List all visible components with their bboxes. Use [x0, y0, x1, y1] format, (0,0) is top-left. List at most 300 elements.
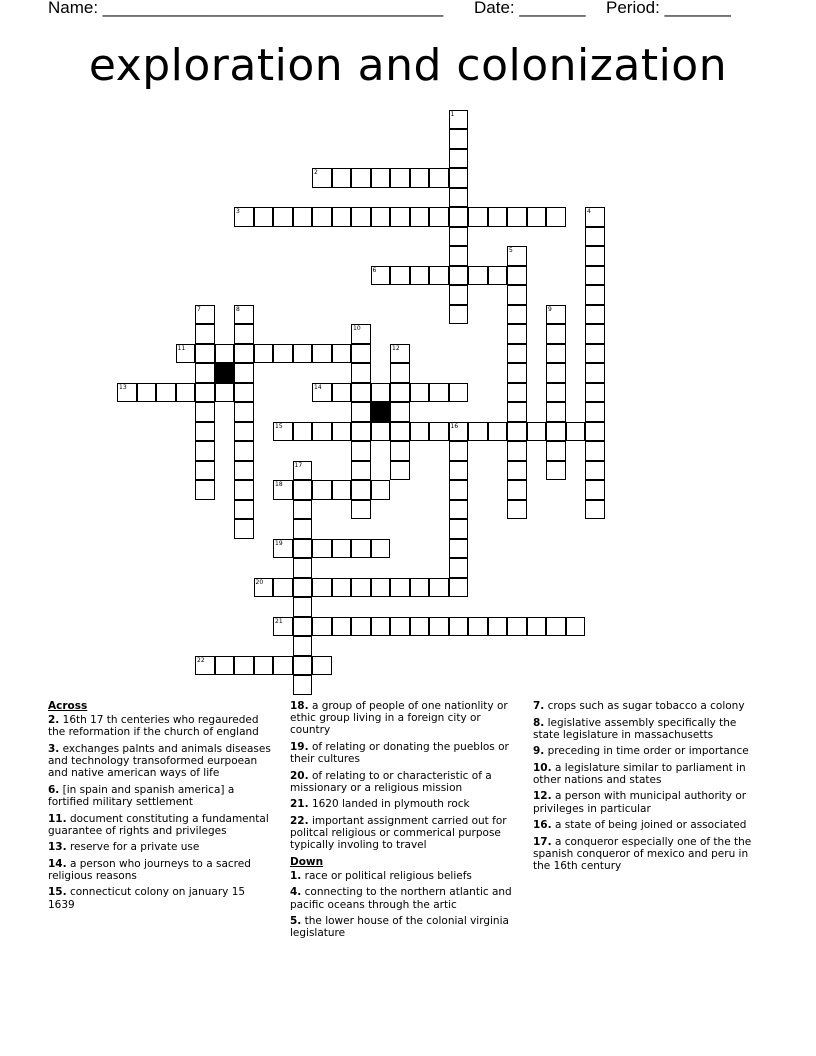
grid-cell[interactable] [293, 207, 313, 227]
clue-item [290, 886, 518, 910]
grid-cell[interactable] [546, 324, 566, 344]
grid-cell[interactable] [234, 500, 254, 520]
grid-cell[interactable] [449, 441, 469, 461]
grid-cell[interactable] [410, 266, 430, 286]
grid-cell[interactable] [215, 344, 235, 364]
date-field[interactable]: Date: _______ [474, 0, 586, 17]
clue-text: 16th 17 th centeries who regaureded the reformation if the church of england [48, 714, 259, 739]
grid-cell[interactable] [546, 422, 566, 442]
clue-number: 4 [587, 208, 591, 215]
grid-cell[interactable] [507, 363, 527, 383]
grid-cell[interactable] [449, 305, 469, 325]
grid-cell[interactable] [351, 441, 371, 461]
grid-cell[interactable] [449, 500, 469, 520]
grid-cell[interactable] [195, 461, 215, 481]
clue-number-label: 17. [533, 835, 552, 848]
grid-cell[interactable] [488, 207, 508, 227]
grid-cell[interactable] [546, 617, 566, 637]
clue-item [533, 700, 758, 712]
grid-cell[interactable] [585, 285, 605, 305]
clue-text: of relating to or characteristic of a missionary or a religious mission [290, 769, 492, 794]
grid-cell[interactable] [254, 656, 274, 676]
grid-cell[interactable] [566, 617, 586, 637]
grid-cell[interactable] [390, 266, 410, 286]
clue-number-label: 5. [290, 915, 302, 928]
grid-cell[interactable] [449, 461, 469, 481]
clue-number-label: 4. [290, 886, 302, 899]
clue-item [48, 743, 273, 780]
grid-cell[interactable] [390, 344, 410, 364]
grid-cell[interactable] [468, 422, 488, 442]
grid-cell[interactable] [585, 227, 605, 247]
clue-number-label: 18. [290, 700, 309, 712]
clue-number: 14 [314, 383, 322, 391]
grid-cell[interactable] [585, 422, 605, 442]
grid-cell[interactable] [410, 383, 430, 403]
clue-number-label: 9. [533, 745, 545, 758]
grid-cell[interactable] [449, 480, 469, 500]
page-title: exploration and colonization [88, 40, 728, 91]
grid-cell[interactable] [332, 617, 352, 637]
grid-cell[interactable] [449, 168, 469, 188]
grid-cell[interactable] [429, 383, 449, 403]
grid-cell[interactable] [332, 207, 352, 227]
grid-cell[interactable] [449, 149, 469, 169]
grid-cell[interactable] [507, 207, 527, 227]
clue-item [533, 790, 758, 814]
clue-text: preceding in time order or importance [544, 745, 749, 758]
clue-number-label: 15. [48, 886, 67, 899]
grid-cell[interactable] [254, 578, 274, 598]
clue-item [48, 858, 273, 882]
clue-number-label: 1. [290, 869, 302, 882]
grid-cell[interactable] [546, 305, 566, 325]
clue-item [290, 915, 518, 939]
clue-item [48, 886, 273, 910]
grid-cell[interactable] [215, 383, 235, 403]
grid-cell[interactable] [351, 207, 371, 227]
grid-cell[interactable] [390, 207, 410, 227]
clue-text: connecting to the northern atlantic and pacific oceans through the artic [290, 886, 512, 911]
grid-cell[interactable] [390, 441, 410, 461]
clue-number: 13 [119, 383, 127, 391]
clue-item [533, 836, 758, 873]
grid-cell[interactable] [234, 402, 254, 422]
grid-cell[interactable] [351, 402, 371, 422]
grid-cell[interactable] [507, 324, 527, 344]
grid-cell[interactable] [273, 539, 293, 559]
grid-cell[interactable] [156, 383, 176, 403]
clue-number: 3 [236, 208, 240, 215]
clue-item [533, 819, 758, 831]
grid-cell[interactable] [390, 578, 410, 598]
period-field[interactable]: Period: _______ [606, 0, 731, 17]
grid-cell[interactable] [234, 422, 254, 442]
grid-cell[interactable] [293, 461, 313, 481]
grid-cell[interactable] [234, 305, 254, 325]
grid-cell[interactable] [195, 441, 215, 461]
grid-cell[interactable] [585, 305, 605, 325]
grid-cell[interactable] [546, 344, 566, 364]
grid-cell[interactable] [410, 422, 430, 442]
grid-cell[interactable] [585, 383, 605, 403]
grid-cell[interactable] [312, 539, 332, 559]
clue-number-label: 12. [533, 790, 552, 803]
clue-number-label: 16. [533, 819, 552, 832]
grid-cell[interactable] [293, 578, 313, 598]
clue-number: 20 [255, 578, 264, 586]
grid-cell[interactable] [449, 266, 469, 286]
grid-cell[interactable] [449, 188, 469, 208]
clue-item [290, 700, 518, 737]
clue-number: 8 [236, 305, 240, 313]
grid-cell[interactable] [546, 441, 566, 461]
grid-cell[interactable] [507, 441, 527, 461]
grid-cell[interactable] [488, 266, 508, 286]
clue-number: 7 [197, 305, 201, 313]
grid-cell[interactable] [566, 422, 586, 442]
grid-cell[interactable] [468, 266, 488, 286]
grid-cell[interactable] [429, 266, 449, 286]
grid-cell[interactable] [429, 617, 449, 637]
grid-cell[interactable] [293, 344, 313, 364]
clue-number-label: 3. [48, 742, 60, 755]
grid-cell[interactable] [351, 324, 371, 344]
grid-cell[interactable] [312, 578, 332, 598]
clue-number: 19 [275, 539, 283, 547]
grid-cell[interactable] [195, 480, 215, 500]
grid-cell[interactable] [195, 305, 215, 325]
grid-cell[interactable] [449, 558, 469, 578]
grid-cell[interactable] [332, 480, 352, 500]
clue-number-label: 10. [533, 761, 552, 774]
clue-number-label: 2. [48, 714, 60, 727]
grid-cell[interactable] [507, 305, 527, 325]
grid-cell[interactable] [312, 168, 332, 188]
grid-cell[interactable] [195, 363, 215, 383]
down-heading: Down [290, 855, 324, 868]
clue-number: 10 [353, 325, 361, 332]
grid-cell[interactable] [332, 422, 352, 442]
grid-cell[interactable] [390, 422, 410, 442]
grid-cell[interactable] [234, 363, 254, 383]
grid-cell[interactable] [234, 344, 254, 364]
clue-number: 12 [392, 344, 400, 352]
grid-cell[interactable] [429, 168, 449, 188]
clue-item [290, 770, 518, 794]
clue-text: a group of people of one nationlity or ethic group living in a foreign city or country [290, 700, 508, 737]
grid-cell[interactable] [468, 617, 488, 637]
grid-cell[interactable] [234, 480, 254, 500]
clue-number: 16 [450, 422, 459, 430]
clue-text: reserve for a private use [66, 841, 200, 854]
clue-item [48, 841, 273, 853]
grid-cell[interactable] [449, 578, 469, 598]
grid-cell[interactable] [351, 363, 371, 383]
grid-cell[interactable] [351, 461, 371, 481]
grid-cell[interactable] [371, 168, 391, 188]
clue-number-label: 11. [48, 812, 67, 825]
grid-cell[interactable] [351, 578, 371, 598]
grid-cell[interactable] [371, 422, 391, 442]
across-heading: Across [48, 700, 88, 712]
clue-number-label: 21. [290, 798, 309, 811]
grid-cell[interactable] [273, 422, 293, 442]
clue-number: 2 [314, 169, 318, 176]
clue-text: document constituting a fundamental guarantee of rights and privileges [48, 812, 269, 837]
grid-cell[interactable] [507, 285, 527, 305]
clue-text: a conqueror especially one of the the spanish conqueror of mexico and peru in the 16th century [533, 835, 752, 873]
clue-number: 17 [294, 461, 303, 469]
grid-cell[interactable] [332, 344, 352, 364]
grid-cell[interactable] [507, 383, 527, 403]
clue-number-label: 6. [48, 783, 60, 796]
clues-column-1 [48, 700, 273, 915]
clue-item [533, 745, 758, 757]
grid-cell[interactable] [195, 383, 215, 403]
grid-cell[interactable] [273, 480, 293, 500]
black-square [215, 363, 235, 383]
grid-cell[interactable] [429, 422, 449, 442]
grid-cell[interactable] [390, 402, 410, 422]
clue-text: [in spain and spanish america] a fortified military settlement [48, 783, 235, 809]
grid-cell[interactable] [468, 207, 488, 227]
grid-cell[interactable] [293, 656, 313, 676]
grid-cell[interactable] [351, 168, 371, 188]
grid-cell[interactable] [507, 344, 527, 364]
grid-cell[interactable] [293, 597, 313, 617]
grid-cell[interactable] [312, 617, 332, 637]
grid-cell[interactable] [234, 656, 254, 676]
clue-text: 1620 landed in plymouth rock [308, 798, 470, 811]
grid-cell[interactable] [371, 539, 391, 559]
grid-cell[interactable] [234, 324, 254, 344]
grid-cell[interactable] [449, 246, 469, 266]
grid-cell[interactable] [312, 480, 332, 500]
clue-text: crops such as sugar tobacco a colony [544, 700, 745, 712]
grid-cell[interactable] [234, 207, 254, 227]
grid-cell[interactable] [254, 207, 274, 227]
grid-cell[interactable] [195, 344, 215, 364]
grid-cell[interactable] [585, 441, 605, 461]
clue-item [48, 784, 273, 808]
grid-cell[interactable] [546, 383, 566, 403]
grid-cell[interactable] [410, 617, 430, 637]
clue-text: legislative assembly specifically the state legislature in massachusetts [533, 716, 737, 741]
clue-text: of relating or donating the pueblos or their cultures [290, 740, 509, 766]
grid-cell[interactable] [390, 383, 410, 403]
grid-cell[interactable] [449, 110, 469, 130]
clue-item [533, 717, 758, 741]
grid-cell[interactable] [507, 617, 527, 637]
clue-number: 5 [509, 247, 513, 254]
grid-cell[interactable] [449, 539, 469, 559]
grid-cell[interactable] [585, 402, 605, 422]
grid-cell[interactable] [488, 617, 508, 637]
clue-item [290, 815, 518, 852]
grid-cell[interactable] [546, 207, 566, 227]
grid-cell[interactable] [273, 207, 293, 227]
grid-cell[interactable] [293, 636, 313, 656]
grid-cell[interactable] [371, 578, 391, 598]
clue-number: 1 [450, 110, 455, 118]
clue-text: a person who journeys to a sacred religious reasons [48, 857, 251, 882]
clue-number-label: 8. [533, 716, 545, 729]
grid-cell[interactable] [254, 344, 274, 364]
grid-cell[interactable] [410, 578, 430, 598]
grid-cell[interactable] [585, 246, 605, 266]
grid-cell[interactable] [371, 266, 391, 286]
grid-cell[interactable] [585, 207, 605, 227]
clue-number: 9 [548, 305, 552, 313]
grid-cell[interactable] [527, 617, 547, 637]
grid-cell[interactable] [273, 617, 293, 637]
grid-cell[interactable] [176, 383, 196, 403]
grid-cell[interactable] [293, 617, 313, 637]
grid-cell[interactable] [585, 500, 605, 520]
grid-cell[interactable] [371, 480, 391, 500]
grid-cell[interactable] [390, 461, 410, 481]
grid-cell[interactable] [585, 480, 605, 500]
grid-cell[interactable] [312, 656, 332, 676]
clue-text: important assignment carried out for politcal religious or commerical purpose typically involing to travel [290, 814, 507, 852]
grid-cell[interactable] [390, 363, 410, 383]
grid-cell[interactable] [546, 363, 566, 383]
grid-cell[interactable] [371, 617, 391, 637]
grid-cell[interactable] [293, 500, 313, 520]
grid-cell[interactable] [234, 383, 254, 403]
grid-cell[interactable] [507, 266, 527, 286]
grid-cell[interactable] [293, 558, 313, 578]
grid-cell[interactable] [585, 324, 605, 344]
grid-cell[interactable] [351, 383, 371, 403]
grid-cell[interactable] [507, 422, 527, 442]
grid-cell[interactable] [546, 402, 566, 422]
grid-cell[interactable] [410, 168, 430, 188]
grid-cell[interactable] [429, 578, 449, 598]
grid-cell[interactable] [293, 675, 313, 695]
clues-column-2 [290, 700, 518, 944]
grid-cell[interactable] [449, 285, 469, 305]
grid-cell[interactable] [449, 207, 469, 227]
grid-cell[interactable] [273, 656, 293, 676]
grid-cell[interactable] [390, 617, 410, 637]
grid-cell[interactable] [234, 519, 254, 539]
grid-cell[interactable] [332, 539, 352, 559]
grid-cell[interactable] [449, 617, 469, 637]
clue-number-label: 20. [290, 769, 309, 782]
clue-item [48, 714, 273, 738]
grid-cell[interactable] [371, 207, 391, 227]
grid-cell[interactable] [390, 168, 410, 188]
grid-cell[interactable] [507, 480, 527, 500]
grid-cell[interactable] [351, 617, 371, 637]
grid-cell[interactable] [332, 383, 352, 403]
grid-cell[interactable] [195, 422, 215, 442]
grid-cell[interactable] [351, 480, 371, 500]
grid-cell[interactable] [215, 656, 235, 676]
grid-cell[interactable] [351, 539, 371, 559]
clue-number-label: 19. [290, 740, 309, 753]
grid-cell[interactable] [585, 344, 605, 364]
grid-cell[interactable] [195, 656, 215, 676]
grid-cell[interactable] [137, 383, 157, 403]
clue-number-label: 14. [48, 857, 67, 870]
clues-column-3 [533, 700, 758, 877]
clue-number-label: 7. [533, 700, 545, 712]
grid-cell[interactable] [410, 207, 430, 227]
clue-text: race or political religious beliefs [301, 869, 472, 882]
clue-item [290, 741, 518, 765]
grid-cell[interactable] [546, 461, 566, 481]
grid-cell[interactable] [332, 168, 352, 188]
grid-cell[interactable] [527, 422, 547, 442]
grid-cell[interactable] [507, 500, 527, 520]
name-field[interactable]: Name: ____________________________________ [48, 0, 444, 17]
grid-cell[interactable] [312, 422, 332, 442]
grid-cell[interactable] [312, 207, 332, 227]
grid-cell[interactable] [585, 461, 605, 481]
clue-item [533, 762, 758, 786]
clue-text: a state of being joined or associated [551, 819, 747, 832]
grid-cell[interactable] [195, 324, 215, 344]
grid-cell[interactable] [176, 344, 196, 364]
grid-cell[interactable] [507, 402, 527, 422]
clue-text: connecticut colony on january 15 1639 [48, 886, 246, 911]
grid-cell[interactable] [293, 539, 313, 559]
grid-cell[interactable] [449, 129, 469, 149]
grid-cell[interactable] [234, 461, 254, 481]
grid-cell[interactable] [312, 344, 332, 364]
clue-number: 11 [177, 344, 186, 352]
clue-text: a person with municipal authority or privileges in particular [533, 790, 747, 815]
grid-cell[interactable] [585, 363, 605, 383]
grid-cell[interactable] [449, 227, 469, 247]
grid-cell[interactable] [312, 383, 332, 403]
grid-cell[interactable] [273, 578, 293, 598]
clue-number-label: 22. [290, 814, 309, 827]
grid-cell[interactable] [234, 441, 254, 461]
grid-cell[interactable] [332, 578, 352, 598]
grid-cell[interactable] [429, 207, 449, 227]
black-square [371, 402, 391, 422]
grid-cell[interactable] [449, 383, 469, 403]
grid-cell[interactable] [117, 383, 137, 403]
grid-cell[interactable] [371, 383, 391, 403]
grid-cell[interactable] [449, 422, 469, 442]
clue-item [290, 870, 518, 882]
grid-cell[interactable] [351, 500, 371, 520]
grid-cell[interactable] [527, 207, 547, 227]
grid-cell[interactable] [585, 266, 605, 286]
grid-cell[interactable] [507, 461, 527, 481]
grid-cell[interactable] [449, 519, 469, 539]
clue-number: 22 [197, 656, 205, 664]
clue-number: 15 [275, 422, 283, 430]
grid-cell[interactable] [507, 246, 527, 266]
clue-item [48, 813, 273, 837]
grid-cell[interactable] [293, 519, 313, 539]
clue-number: 18 [275, 481, 283, 488]
grid-cell[interactable] [293, 422, 313, 442]
grid-cell[interactable] [273, 344, 293, 364]
grid-cell[interactable] [195, 402, 215, 422]
clue-text: exchanges palnts and animals diseases and technology transoformed eurpoean and native american ways of life [48, 742, 271, 780]
grid-cell[interactable] [293, 480, 313, 500]
grid-cell[interactable] [351, 344, 371, 364]
grid-cell[interactable] [351, 422, 371, 442]
grid-cell[interactable] [488, 422, 508, 442]
